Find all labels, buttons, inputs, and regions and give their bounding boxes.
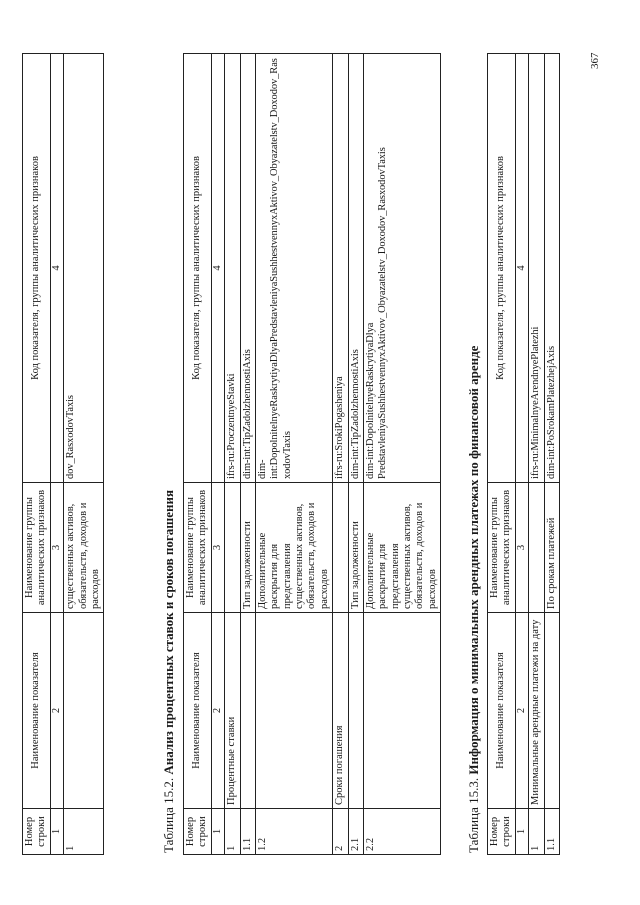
row-num: 1.2 bbox=[255, 809, 332, 855]
column-number: 4 bbox=[211, 54, 224, 483]
row-code: dim-int:PoSrokamPlatezhejAxis bbox=[544, 54, 559, 483]
column-number: 2 bbox=[211, 613, 224, 809]
row-group: существенных активов, обязательств, доходов и расходов bbox=[64, 483, 104, 613]
table-15-3 bbox=[487, 53, 560, 855]
column-number: 1 bbox=[50, 809, 63, 855]
header-group-code: Код показателя, группы аналитических признаков bbox=[23, 54, 51, 483]
column-number: 3 bbox=[515, 483, 528, 613]
caption-title: Анализ процентных ставок и сроков погашения bbox=[161, 489, 176, 775]
caption-prefix: Таблица 15.2. bbox=[161, 777, 176, 853]
column-number: 2 bbox=[515, 613, 528, 809]
row-num: 1 bbox=[225, 809, 240, 855]
row-code: dim-int:DopolnitelnyeRaskrytiyaDlya PredstavleniyaSushhestvennyxAktivov_Obyazatelstv_Doxodov_RasxodovTaxis bbox=[363, 54, 440, 483]
row-num: 2.1 bbox=[348, 809, 363, 855]
column-number-row bbox=[515, 54, 528, 855]
row-num: 1 bbox=[64, 809, 104, 855]
table-row bbox=[225, 54, 240, 855]
row-group bbox=[529, 483, 544, 613]
table-header-row bbox=[23, 54, 51, 855]
row-group bbox=[225, 483, 240, 613]
header-row-num: Номер строки bbox=[184, 809, 212, 855]
header-group-code: Код показателя, группы аналитических признаков bbox=[184, 54, 212, 483]
table-caption bbox=[466, 346, 482, 853]
row-name bbox=[255, 613, 332, 809]
table-row bbox=[240, 54, 255, 855]
header-group-name: Наименование группы аналитических признаков bbox=[184, 483, 212, 613]
row-num: 1.1 bbox=[544, 809, 559, 855]
caption-title: Информация о минимальных арендных платежах по финансовой аренде bbox=[466, 345, 481, 775]
table-15-2 bbox=[183, 53, 441, 855]
row-group bbox=[333, 483, 348, 613]
row-code: dim-int:DopolnitelnyeRaskrytiyaDlyaPredstavleniyaSushhestvennyxAktivov_Obyazatelstv_Doxodov_RasxodovTaxis bbox=[255, 54, 332, 483]
header-name: Наименование показателя bbox=[23, 613, 51, 809]
column-number: 3 bbox=[211, 483, 224, 613]
column-number: 3 bbox=[50, 483, 63, 613]
row-group: Дополнительные раскрытия для представления существенных активов, обязательств, доходов и расходов bbox=[363, 483, 440, 613]
table-row bbox=[64, 54, 104, 855]
header-group-name: Наименование группы аналитических признаков bbox=[23, 483, 51, 613]
column-number-row bbox=[50, 54, 63, 855]
column-number: 4 bbox=[50, 54, 63, 483]
row-group: По срокам платежей bbox=[544, 483, 559, 613]
header-row-num: Номер строки bbox=[23, 809, 51, 855]
row-name bbox=[240, 613, 255, 809]
row-code: dim-int:TipZadolzhennostiAxis bbox=[348, 54, 363, 483]
row-group: Дополнительные раскрытия для представления существенных активов, обязательств, доходов и расходов bbox=[255, 483, 332, 613]
header-name: Наименование показателя bbox=[184, 613, 212, 809]
row-name: Минимальные арендные платежи на дату bbox=[529, 613, 544, 809]
table-continuation bbox=[22, 53, 104, 855]
table-caption bbox=[161, 490, 177, 853]
column-number: 4 bbox=[515, 54, 528, 483]
row-code: ifrs-ru:MinimalnyeArendnyePlatezhi bbox=[529, 54, 544, 483]
page-number: 367 bbox=[589, 52, 601, 69]
row-name bbox=[544, 613, 559, 809]
column-number: 2 bbox=[50, 613, 63, 809]
row-name bbox=[363, 613, 440, 809]
row-code: ifrs-ru:ProczentnyeStavki bbox=[225, 54, 240, 483]
row-num: 2 bbox=[333, 809, 348, 855]
column-number: 1 bbox=[211, 809, 224, 855]
row-num: 1.1 bbox=[240, 809, 255, 855]
caption-prefix: Таблица 15.3. bbox=[466, 777, 481, 853]
table-row bbox=[544, 54, 559, 855]
row-group: Тип задолженности bbox=[240, 483, 255, 613]
row-code: ifrs-ru:SrokiPogasheniya bbox=[333, 54, 348, 483]
row-name bbox=[348, 613, 363, 809]
header-group-name: Наименование группы аналитических признаков bbox=[488, 483, 516, 613]
table-header-row bbox=[488, 54, 516, 855]
column-number-row bbox=[211, 54, 224, 855]
table-row bbox=[333, 54, 348, 855]
row-num: 2.2 bbox=[363, 809, 440, 855]
table-row bbox=[255, 54, 332, 855]
table-row bbox=[363, 54, 440, 855]
header-row-num: Номер строки bbox=[488, 809, 516, 855]
column-number: 1 bbox=[515, 809, 528, 855]
row-name bbox=[64, 613, 104, 809]
row-group: Тип задолженности bbox=[348, 483, 363, 613]
header-name: Наименование показателя bbox=[488, 613, 516, 809]
row-name: Сроки погашения bbox=[333, 613, 348, 809]
table-row bbox=[529, 54, 544, 855]
row-name: Процентные ставки bbox=[225, 613, 240, 809]
header-group-code: Код показателя, группы аналитических признаков bbox=[488, 54, 516, 483]
row-code: dim-int:TipZadolzhennostiAxis bbox=[240, 54, 255, 483]
table-header-row bbox=[184, 54, 212, 855]
row-code: dov_RasxodovTaxis bbox=[64, 54, 104, 483]
table-row bbox=[348, 54, 363, 855]
row-num: 1 bbox=[529, 809, 544, 855]
